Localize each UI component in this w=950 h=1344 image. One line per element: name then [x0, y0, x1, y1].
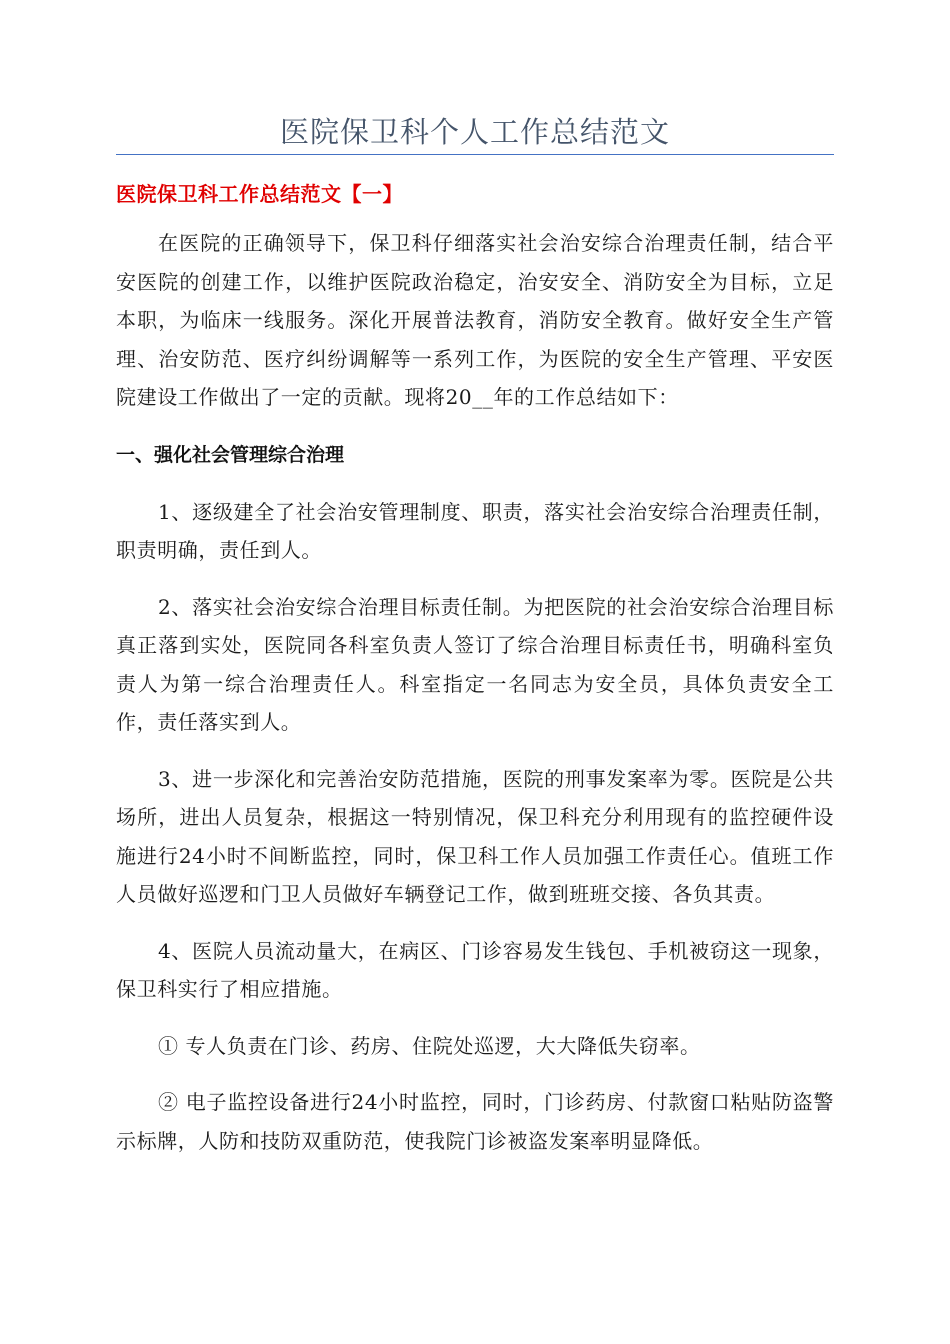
document-body [116, 174, 834, 1160]
item-paragraph-2: 2、落实社会治安综合治理目标责任制。为把医院的社会治安综合治理目标真正落到实处，医院同各科室负责人签订了综合治理目标责任书，明确科室负责人为第一综合治理责任人。科室指定一名同志为安全员，具体负责安全工作，责任落实到人。 [116, 594, 834, 734]
item-paragraph-3: 3、进一步深化和完善治安防范措施，医院的刑事发案率为零。医院是公共场所，进出人员复杂，根据这一特别情况，保卫科充分利用现有的监控硬件设施进行24小时不间断监控，同时，保卫科工作人员加强工作责任心。值班工作人员做好巡逻和门卫人员做好车辆登记工作，做到班班交接、各负其责。 [116, 766, 834, 906]
sub-item-1: ① 专人负责在门诊、药房、住院处巡逻，大大降低失窃率。 [158, 1033, 701, 1058]
section-heading: 医院保卫科工作总结范文【一】 [116, 182, 403, 206]
item-paragraph-1: 1、逐级建全了社会治安管理制度、职责，落实社会治安综合治理责任制，职责明确，责任到人。 [116, 499, 834, 562]
item-paragraph-4: 4、医院人员流动量大，在病区、门诊容易发生钱包、手机被窃这一现象，保卫科实行了相应措施。 [116, 938, 834, 1001]
document-title: 医院保卫科个人工作总结范文 [279, 115, 670, 149]
sub-item-2: ② 电子监控设备进行24小时监控，同时，门诊药房、付款窗口粘贴防盗警示标牌，人防和技防双重防范，使我院门诊被盗发案率明显降低。 [116, 1090, 834, 1153]
intro-paragraph: 在医院的正确领导下，保卫科仔细落实社会治安综合治理责任制，结合平安医院的创建工作，以维护医院政治稳定，治安安全、消防安全为目标，立足本职，为临床一线服务。深化开展普法教育，消防安全教育。做好安全生产管理、治安防范、医疗纠纷调解等一系列工作，为医院的安全生产管理、平安医院建设工作做出了一定的贡献。现将20__年的工作总结如下： [116, 231, 834, 409]
subheading: 一、强化社会管理综合治理 [116, 443, 345, 466]
title-divider [116, 154, 834, 155]
